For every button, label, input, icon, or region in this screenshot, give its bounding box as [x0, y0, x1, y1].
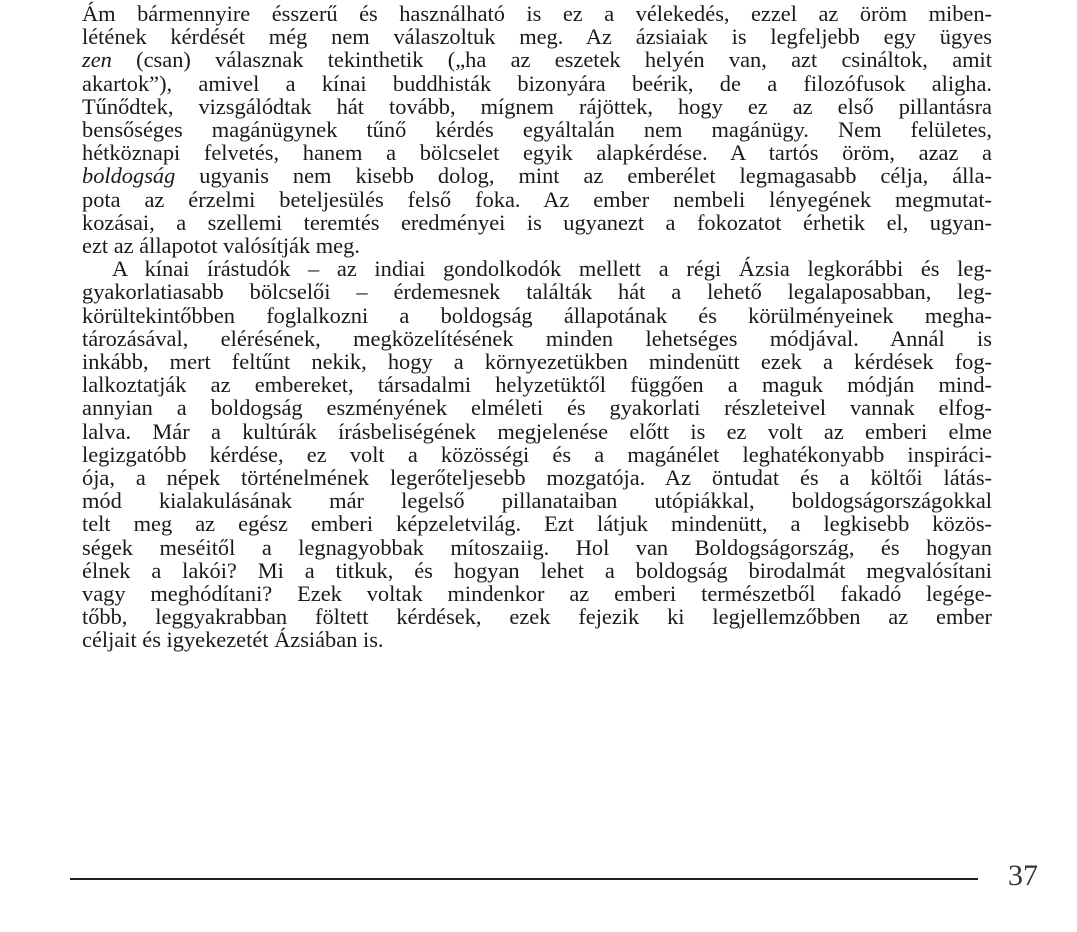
page-number: 37: [1008, 859, 1038, 892]
text-line: akartok”), amivel a kínai buddhisták bizonyára beérik, de a filozófusok aligha.: [82, 70, 992, 96]
text-line: ója, a népek történelmének legerőteljesebb mozgatója. Az öntudat és a költői látás-: [82, 465, 992, 491]
text-line-remainder: ugyanis nem kisebb dolog, mint az emberélet legmagasabb célja, álla-: [199, 163, 993, 189]
text-line: pota az érzelmi beteljesülés felső foka. Az ember nembeli lényegének megmutat-: [82, 186, 992, 212]
italic-term-boldogsag: boldogság: [82, 163, 176, 189]
text-line: létének kérdését még nem válaszoltuk meg. Az ázsiaiak is legfeljebb egy ügyes: [82, 24, 992, 50]
text-line: hétköznapi felvetés, hanem a bölcselet egyik alapkérdése. A tartós öröm, azaz a: [82, 140, 992, 166]
text-line: [82, 48, 992, 71]
text-line: körültekintőbben foglalkozni a boldogság állapotának és körülményeinek megha-: [82, 302, 992, 328]
text-line: lalva. Már a kultúrák írásbeliségének megjelenése előtt is ez volt az emberi elme: [82, 418, 992, 444]
text-line: Tűnődtek, vizsgálódtak hát tovább, mígnem rájöttek, hogy ez az első pillantásra: [82, 93, 992, 119]
text-line: Ám bármennyire ésszerű és használható is ez a vélekedés, ezzel az öröm miben-: [82, 1, 992, 26]
paragraph-2: [82, 257, 992, 651]
text-line: élnek a lakói? Mi a titkuk, és hogyan lehet a boldogság birodalmát megvalósítani: [82, 557, 992, 583]
text-line: [82, 164, 992, 187]
text-line: tőbb, leggyakrabban föltett kérdések, ezek fejezik ki legjellemzőbben az ember: [82, 604, 992, 630]
text-line: gyakorlatiasabb bölcselői – érdemesnek találták hát a lehető legalaposabban, leg-: [82, 279, 992, 305]
text-line: mód kialakulásának már legelső pillanataiban utópiákkal, boldogságországokkal: [82, 488, 992, 514]
text-line: bensőséges magánügynek tűnő kérdés egyáltalán nem magánügy. Nem felületes,: [82, 117, 992, 143]
text-line: céljait és igyekezetét Ázsiában is.: [82, 627, 384, 653]
text-line: A kínai írástudók – az indiai gondolkodók mellett a régi Ázsia legkorábbi és leg-: [112, 256, 992, 282]
text-line: lalkoztatják az embereket, társadalmi helyzetüktől függően a maguk módján mind-: [82, 372, 992, 398]
text-line-remainder: (csan) válasznak tekinthetik („ha az eszetek helyén van, azt csináltok, amit: [136, 47, 992, 73]
footer-rule: [70, 878, 978, 880]
text-line: ezt az állapotot valósítják meg.: [82, 233, 360, 259]
text-line: ségek meséitől a legnagyobbak mítoszaiig. Hol van Boldogságország, és hogyan: [82, 534, 992, 560]
text-line: telt meg az egész emberi képzeletvilág. Ezt látjuk mindenütt, a legkisebb közös-: [82, 511, 992, 537]
text-line: vagy meghódítani? Ezek voltak mindenkor az emberi természetből fakadó legége-: [82, 581, 992, 607]
italic-term-zen: zen: [82, 47, 112, 73]
text-line: legizgatóbb kérdése, ez volt a közösségi és a magánélet leghatékonyabb inspiráci-: [82, 441, 992, 467]
text-line: annyian a boldogság eszményének elméleti és gyakorlati részleteivel vannak elfog-: [82, 395, 992, 421]
paragraph-1: [82, 2, 992, 257]
text-line: tározásával, elérésének, megközelítésének minden lehetséges módjával. Annál is: [82, 325, 992, 351]
book-page: [82, 2, 992, 652]
text-line: inkább, mert feltűnt nekik, hogy a környezetükben mindenütt ezek a kérdések fog-: [82, 349, 992, 375]
text-line: kozásai, a szellemi teremtés eredményei is ugyanezt a fokozatot érhetik el, ugyan-: [82, 209, 992, 235]
